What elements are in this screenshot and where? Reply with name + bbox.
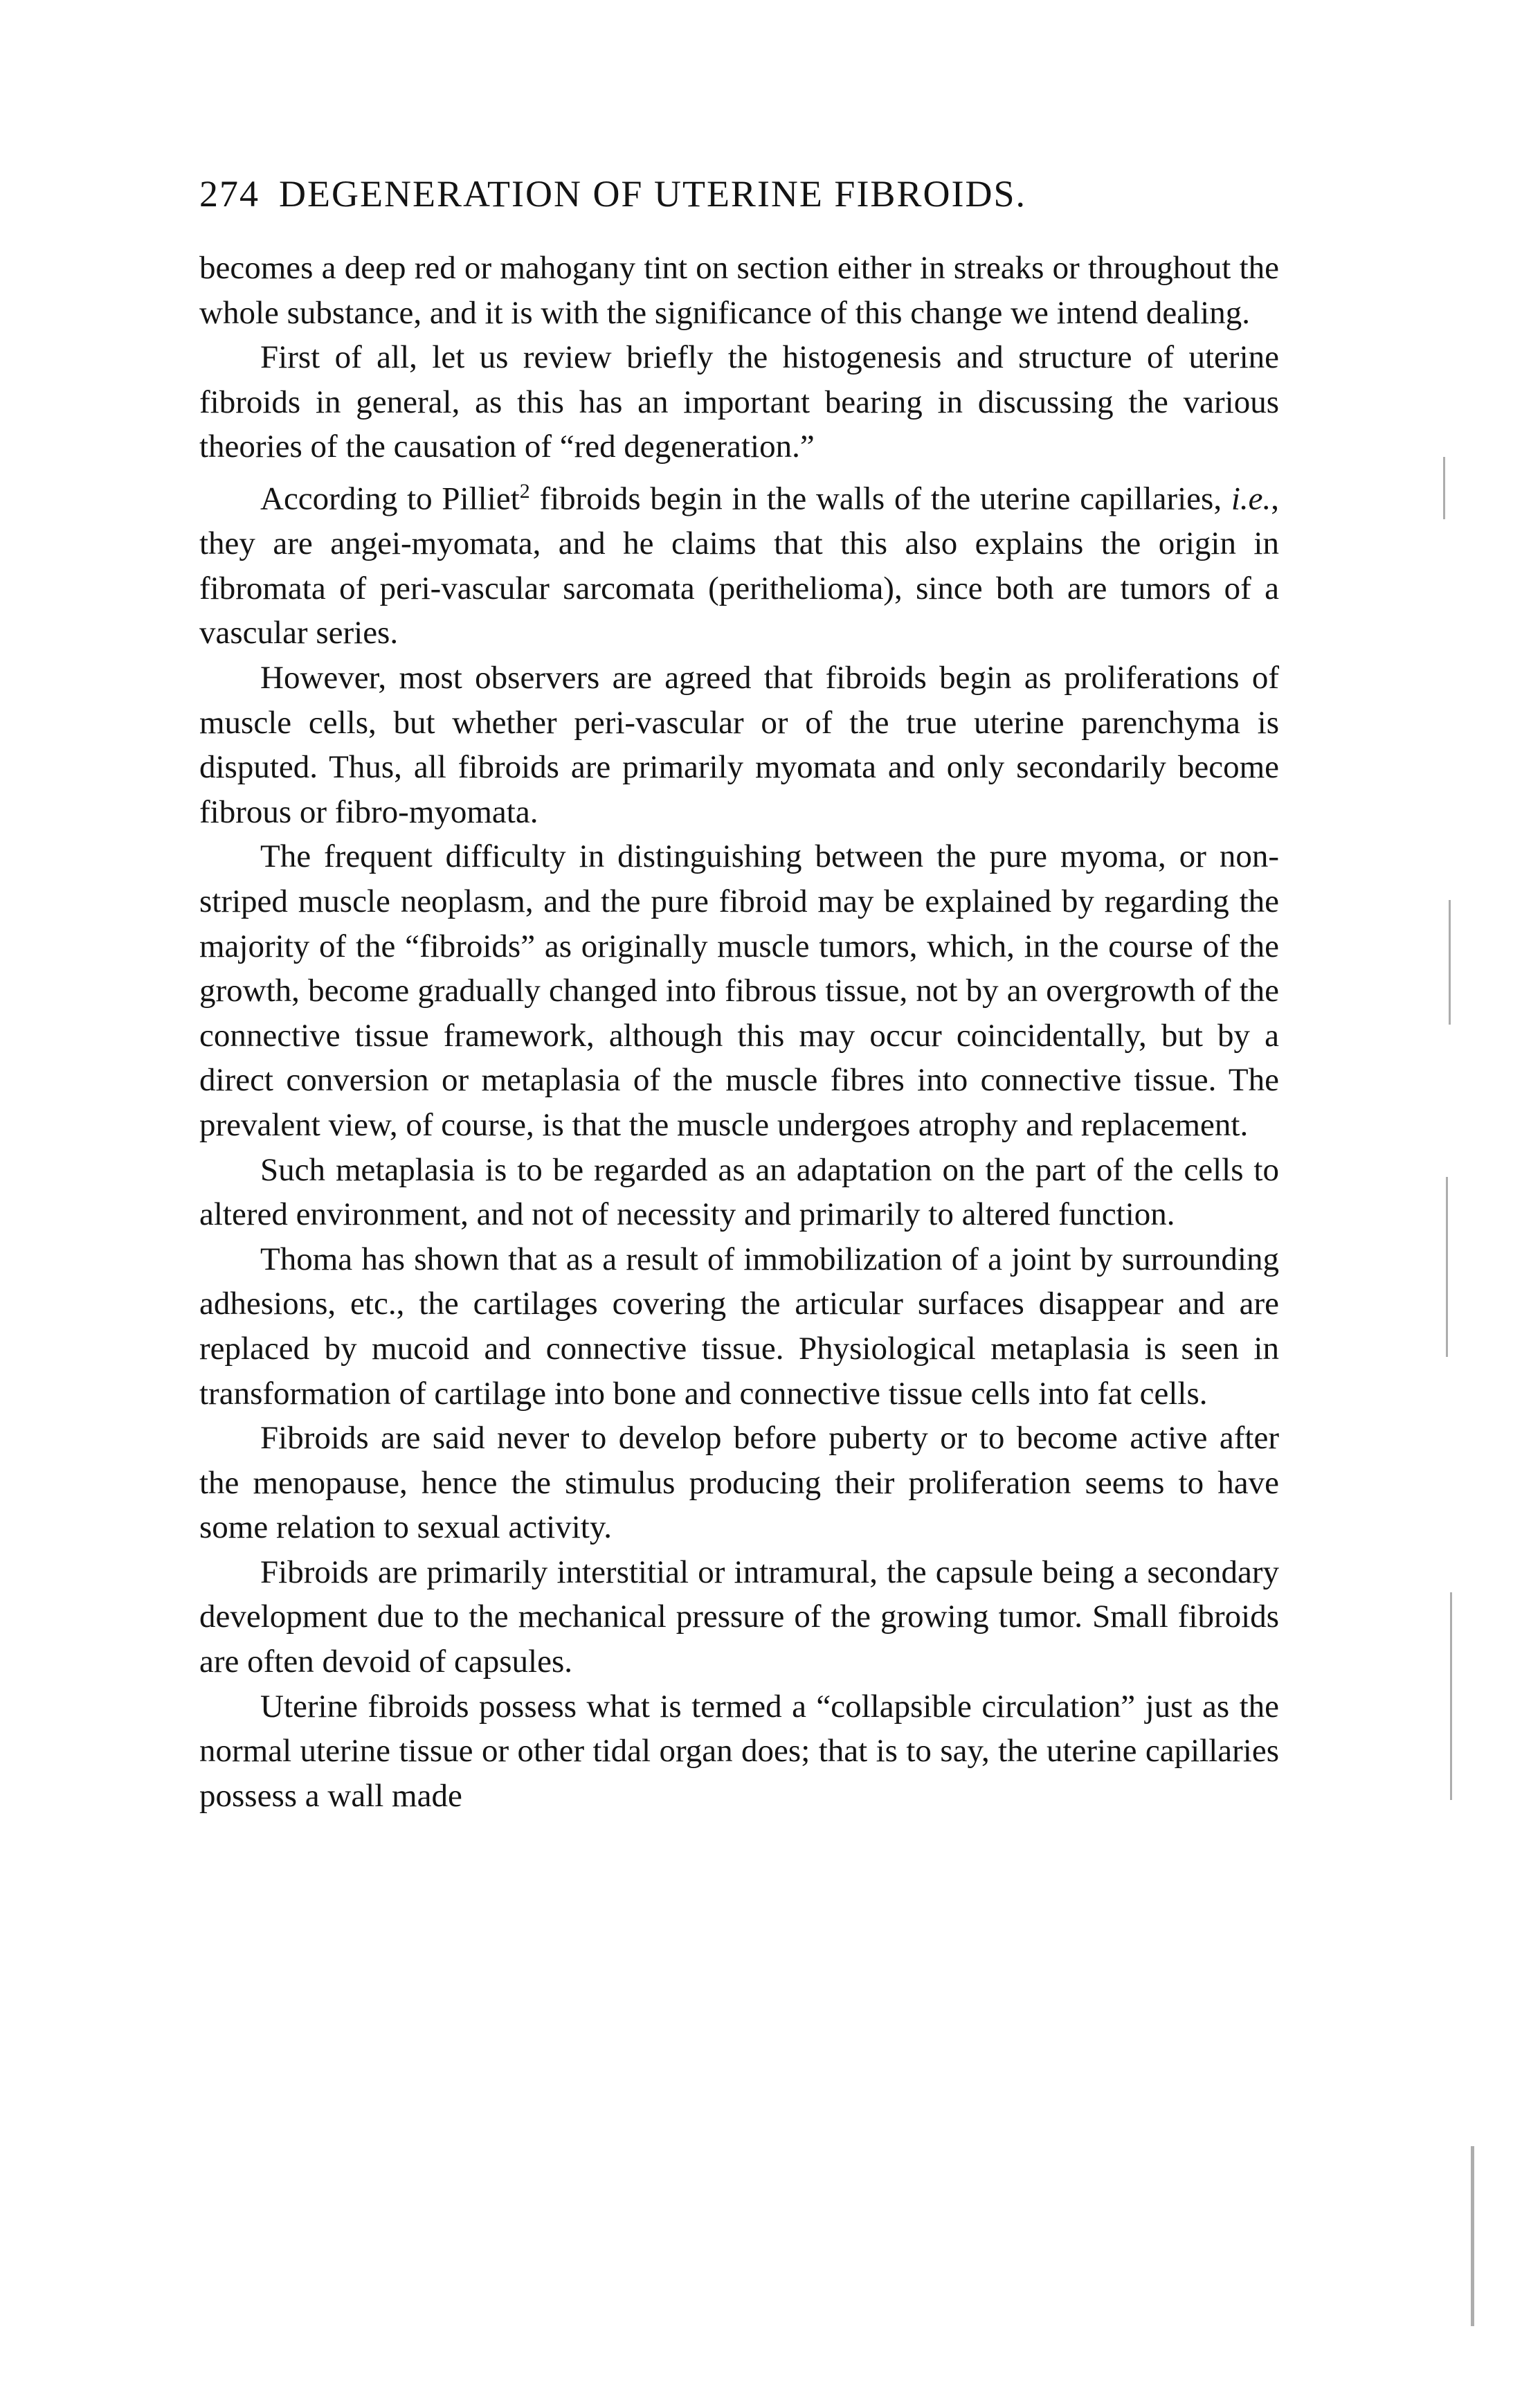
paragraph-metaplasia: Such metaplasia is to be regarded as an adaptation on the part of the cells to altered environment, and not of necessity and primarily to altered function. bbox=[199, 1151, 1279, 1233]
page-number: 274 bbox=[199, 173, 260, 215]
footnote-ref: 2 bbox=[519, 479, 530, 503]
pilliet-text-start: According to Pilliet bbox=[260, 480, 520, 517]
paragraph-thoma: Thoma has shown that as a result of immobilization of a joint by surrounding adhesions, etc., the cartilages covering the articular surfaces disappear and are replaced by mucoid and connective tissue. Physiological metaplasia is seen in transformation of cartilage into bone and connective tissue cells into fat cells. bbox=[199, 1241, 1279, 1412]
paragraph-pilliet bbox=[199, 469, 1279, 656]
pilliet-text-mid: fibroids begin in the walls of the uterine capillaries, bbox=[529, 480, 1231, 517]
paragraph-puberty: Fibroids are said never to develop before puberty or to become active after the menopause, hence the stimulus producing their proliferation seems to have some relation to sexual activity. bbox=[199, 1420, 1279, 1546]
scan-edge-marks bbox=[1429, 415, 1512, 2354]
paragraph-continuation: becomes a deep red or mahogany tint on section either in streaks or throughout the whole substance, and it is with the significance of this change we intend dealing. bbox=[199, 250, 1279, 331]
running-header bbox=[199, 166, 1279, 222]
scan-mark bbox=[1446, 1177, 1448, 1357]
scan-mark bbox=[1471, 2146, 1474, 2326]
paragraph-pure-myoma: The frequent difficulty in distinguishing between the pure myoma, or non-striped muscle neoplasm, and the pure fibroid may be explained by regarding the majority of the “fibroids” as originally muscle tumors, which, in the course of the growth, become gradually changed into fibrous tissue, not by an overgrowth of the connective tissue framework, although this may occur coincidentally, but by a direct conversion or metaplasia of the muscle fibres into connective tissue. The prevalent view, of course, is that the muscle undergoes atrophy and replacement. bbox=[199, 838, 1279, 1143]
scan-mark bbox=[1443, 457, 1445, 519]
paragraph-circulation: Uterine fibroids possess what is termed a “collapsible circulation” just as the normal uterine tissue or other tidal organ does; that is to say, the uterine capillaries possess a wall made bbox=[199, 1688, 1279, 1814]
ie-abbreviation: i.e. bbox=[1231, 480, 1271, 517]
paragraph-histogenesis: First of all, let us review briefly the histogenesis and structure of uterine fibroids in general, as this has an important bearing in discussing the various theories of the causation of “red degeneration.” bbox=[199, 339, 1279, 465]
paragraph-interstitial: Fibroids are primarily interstitial or intramural, the capsule being a secondary development due to the mechanical pressure of the growing tumor. Small fibroids are often devoid of capsules. bbox=[199, 1554, 1279, 1680]
scan-mark bbox=[1450, 1592, 1452, 1800]
running-title: DEGENERATION OF UTERINE FIBROIDS. bbox=[279, 173, 1026, 215]
scan-mark bbox=[1449, 900, 1451, 1025]
paragraph-muscle-cells: However, most observers are agreed that fibroids begin as proliferations of muscle cells, but whether peri-vascular or of the true uterine parenchyma is disputed. Thus, all fibroids are primarily myomata and only secondarily become fibrous or fibro-myomata. bbox=[199, 660, 1279, 830]
pilliet-text-end: , they are angei-myomata, and he claims that this also explains the origin in fibromata of peri-vascular sarcomata (perithelioma), since both are tumors of a vascular series. bbox=[199, 480, 1279, 651]
body-text bbox=[199, 246, 1279, 1818]
